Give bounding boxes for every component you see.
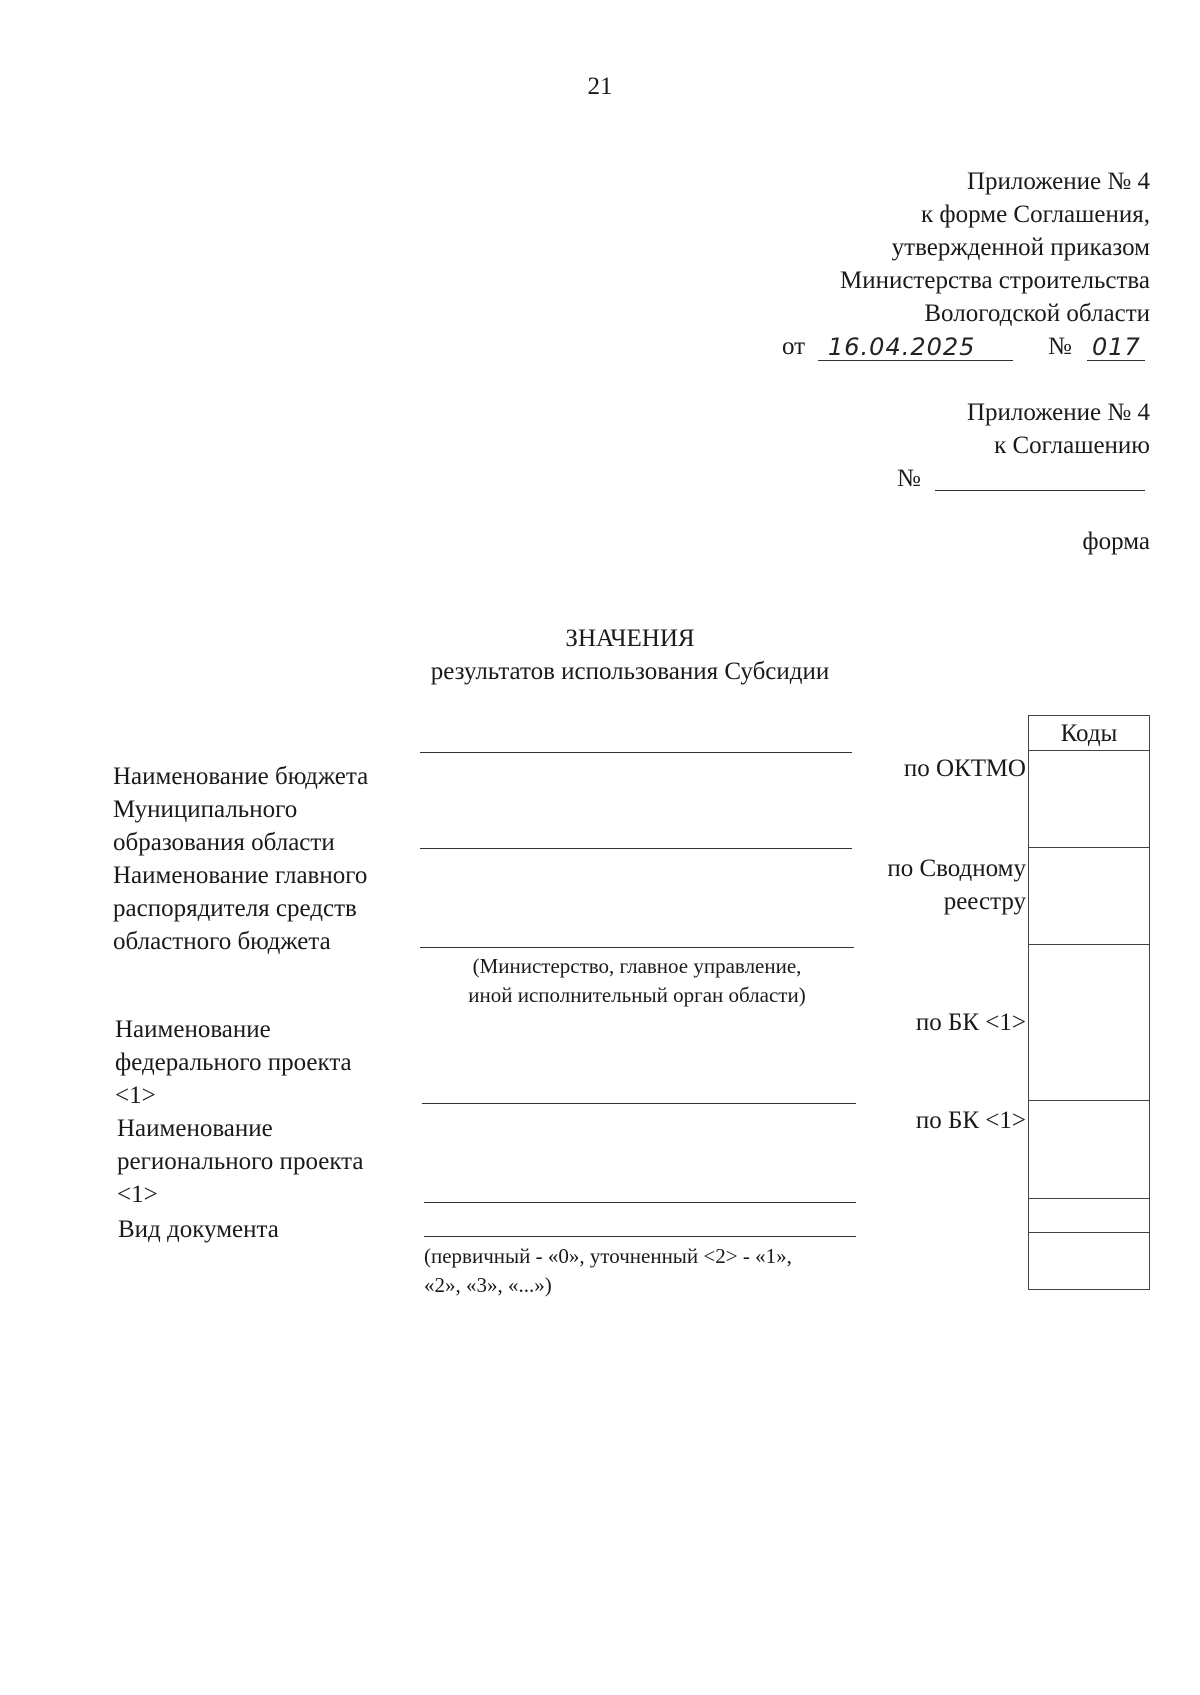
agreement-line-2: к Соглашению [994, 432, 1150, 459]
label-svodny-1: по Сводному [887, 855, 1026, 882]
label-distributor-1: Наименование главного [113, 862, 368, 889]
codes-header: Коды [1060, 720, 1118, 747]
fill-line-regional-project [424, 1202, 856, 1203]
document-type-hint-2: «2», «3», «...») [424, 1273, 552, 1297]
codes-cell-bk1-bottom [1028, 1100, 1150, 1101]
label-federal-project-2: федерального проекта [115, 1049, 352, 1076]
label-budget-name-3: образования области [113, 829, 335, 856]
approval-line-5: Вологодской области [924, 300, 1150, 327]
page-number: 21 [587, 73, 613, 100]
label-distributor-2: распорядителя средств [113, 895, 357, 922]
codes-header-separator [1028, 750, 1150, 751]
fill-line-budget [420, 848, 852, 849]
date-prefix: от [782, 333, 806, 360]
label-regional-project-3: <1> [117, 1181, 158, 1208]
order-number-label: № [1048, 333, 1072, 360]
order-number-underline [1087, 360, 1145, 361]
document-subtitle: результатов использования Субсидии [430, 658, 830, 685]
ministry-hint-1: (Министерство, главное управление, [472, 954, 802, 978]
order-number-value: 017 [1092, 333, 1141, 361]
label-bk-1: по БК <1> [915, 1009, 1026, 1036]
label-regional-project-2: регионального проекта [117, 1148, 364, 1175]
codes-cell-extra-bottom [1028, 1232, 1150, 1233]
approval-line-3: утвержденной приказом [891, 234, 1150, 261]
codes-cell-bk2-bottom [1028, 1198, 1150, 1199]
codes-cell-svodny-bottom [1028, 944, 1150, 945]
fill-line-document-type [424, 1236, 856, 1237]
label-document-type: Вид документа [118, 1216, 279, 1243]
label-budget-name-2: Муниципального [113, 796, 298, 823]
approval-line-1: Приложение № 4 [966, 168, 1150, 195]
label-regional-project-1: Наименование [117, 1115, 273, 1142]
document-type-hint-1: (первичный - «0», уточненный <2> - «1», [424, 1244, 792, 1268]
label-bk-2: по БК <1> [915, 1107, 1026, 1134]
date-underline [818, 360, 1013, 361]
label-oktmo: по ОКТМО [903, 755, 1026, 782]
fill-line-distributor [420, 947, 854, 948]
label-svodny-2: реестру [943, 888, 1026, 915]
document-title: ЗНАЧЕНИЯ [565, 625, 695, 652]
codes-table [1028, 715, 1150, 1290]
agreement-number-label: № [897, 465, 921, 492]
agreement-number-underline [935, 490, 1145, 491]
form-label: форма [1082, 528, 1150, 555]
label-federal-project-1: Наименование [115, 1016, 271, 1043]
label-distributor-3: областного бюджета [113, 928, 331, 955]
approval-line-2: к форме Соглашения, [921, 201, 1150, 228]
approval-line-4: Министерства строительства [839, 267, 1150, 294]
ministry-hint-2: иной исполнительный орган области) [468, 983, 806, 1007]
codes-cell-oktmo-bottom [1028, 847, 1150, 848]
agreement-line-1: Приложение № 4 [966, 399, 1150, 426]
label-federal-project-3: <1> [115, 1082, 156, 1109]
date-value: 16.04.2025 [828, 333, 976, 361]
label-budget-name-1: Наименование бюджета [113, 763, 369, 790]
